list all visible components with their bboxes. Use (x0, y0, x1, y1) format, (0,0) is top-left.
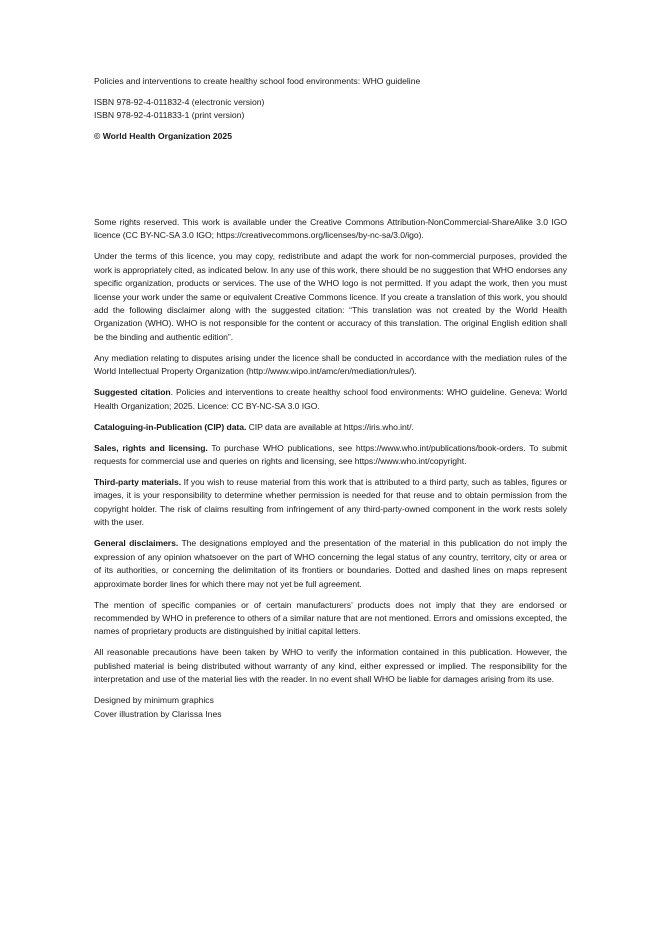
suggested-citation-text: . Policies and interventions to create healthy school food environments: WHO guideline. Geneva: World Health Organization; 2025. Licence: CC BY-NC-SA 3.0 IGO. (94, 387, 567, 411)
suggested-citation-label: Suggested citation (94, 387, 171, 398)
precautions-paragraph: All reasonable precautions have been taken by WHO to verify the information contained in this publication. However, the published material is being distributed without warranty of any kind, either expressed or implied. The responsibility for the interpretation and use of the material lies with the reader. In no event shall WHO be liable for damages arising from its use. (94, 647, 567, 685)
sales-paragraph (94, 442, 567, 469)
cover-credit: Cover illustration by Clarissa Ines (94, 708, 222, 719)
general-disclaimers-paragraph (94, 537, 567, 591)
credits (94, 694, 567, 721)
third-party-paragraph (94, 476, 567, 530)
cip-label: Cataloguing-in-Publication (CIP) data. (94, 421, 247, 432)
general-disclaimers-text: The designations employed and the presentation of the material in this publication do not imply the expression of any opinion whatsoever on the part of WHO concerning the legal status of any country, territory, city or area or of its authorities, or concerning the delimitation of its frontiers or boundaries. Dotted and dashed lines on maps represent approximate border lines for which there may not yet be full agreement. (94, 538, 567, 589)
rights-reserved-paragraph: Some rights reserved. This work is available under the Creative Commons Attribution-NonCommercial-ShareAlike 3.0 IGO licence (CC BY-NC-SA 3.0 IGO; https://creativecommons.org/licenses/by-nc-sa/3.0/igo). (94, 217, 567, 241)
designer-credit: Designed by minimum graphics (94, 695, 214, 706)
third-party-label: Third-party materials. (94, 477, 182, 488)
companies-paragraph: The mention of specific companies or of certain manufacturers’ products does not imply that they are endorsed or recommended by WHO in preference to others of a similar nature that are not mentioned. Errors and omissions excepted, the names of proprietary products are distinguished by initial capital letters. (94, 599, 567, 637)
publication-header (94, 75, 567, 151)
copyright-notice: © World Health Organization 2025 (94, 131, 232, 142)
mediation-paragraph: Any mediation relating to disputes arising under the licence shall be conducted in accordance with the mediation rules of the World Intellectual Property Organization (http://www.wipo.int/amc/en/mediation/rules/). (94, 352, 567, 377)
sales-text: To purchase WHO publications, see https://www.who.int/publications/book-orders. To submit requests for commercial use and queries on rights and licensing, see https://www.who.int/copyright. (94, 442, 567, 467)
suggested-citation-paragraph (94, 386, 567, 413)
cip-paragraph (94, 421, 567, 434)
legal-notice (94, 216, 567, 721)
isbn-group (94, 96, 567, 123)
isbn-electronic: ISBN 978-92-4-011832-4 (electronic version) (94, 97, 265, 107)
licence-terms-paragraph: Under the terms of this licence, you may copy, redistribute and adapt the work for non-commercial purposes, provided the work is appropriately cited, as indicated below. In any use of this work, there should be no suggestion that WHO endorses any specific organization, products or services. The use of the WHO logo is not permitted. If you adapt the work, then you must license your work under the same or equivalent Creative Commons licence. If you create a translation of this work, you should add the following disclaimer along with the suggested citation: “This translation was not created by the World Health Organization (WHO). WHO is not responsible for the content or accuracy of this translation. The original English edition shall be the binding and authentic edition”. (94, 251, 567, 342)
publication-title: Policies and interventions to create healthy school food environments: WHO guideline (94, 76, 421, 86)
isbn-print: ISBN 978-92-4-011833-1 (print version) (94, 110, 245, 121)
sales-label: Sales, rights and licensing. (94, 442, 208, 453)
general-disclaimers-label: General disclaimers. (94, 538, 179, 549)
third-party-text: If you wish to reuse material from this work that is attributed to a third party, such as tables, figures or images, it is your responsibility to determine whether permission is needed for that reuse and to obtain permission from the copyright holder. The risk of claims resulting from infringement of any third-party-owned component in the work rests solely with the user. (94, 477, 567, 528)
cip-text: CIP data are available at https://iris.who.int/. (246, 421, 414, 432)
